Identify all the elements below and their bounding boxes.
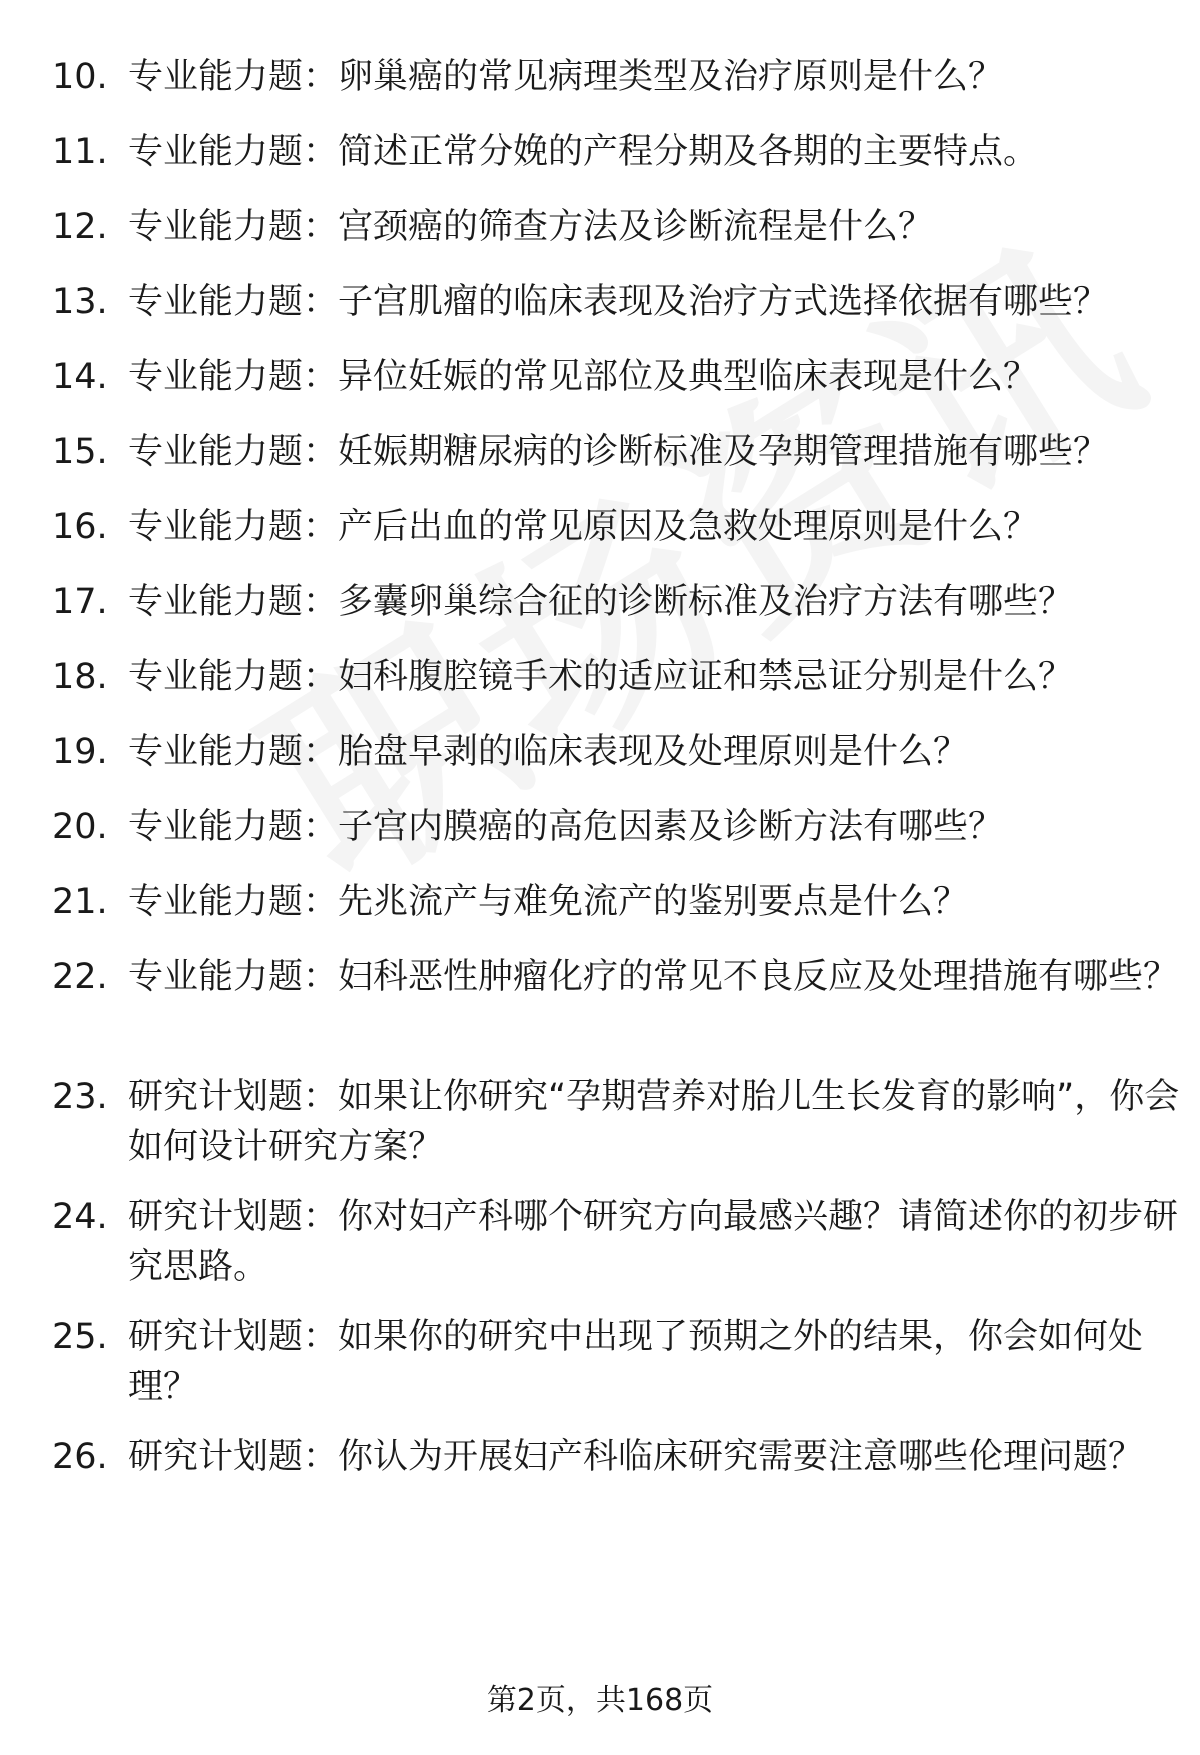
item-number: 11. [52, 132, 108, 172]
item-number: 15. [52, 432, 108, 472]
item-text: 研究计划题：如果让你研究“孕期营养对胎儿生长发育的影响”，你会如何设计研究方案？ [128, 1077, 1180, 1167]
item-number: 10. [52, 57, 108, 97]
item-number: 17. [52, 582, 108, 622]
item-text: 专业能力题：宫颈癌的筛查方法及诊断流程是什么？ [128, 207, 934, 247]
item-text: 研究计划题：你认为开展妇产科临床研究需要注意哪些伦理问题？ [128, 1437, 1144, 1477]
item-number: 20. [52, 807, 108, 847]
item-number: 12. [52, 207, 108, 247]
page-footer: 第2页，共168页 [486, 1683, 714, 1718]
item-number: 19. [52, 732, 108, 772]
item-text: 专业能力题：胎盘早剥的临床表现及处理原则是什么？ [128, 732, 969, 772]
item-number: 26. [52, 1437, 108, 1477]
item-text: 专业能力题：妇科腹腔镜手术的适应证和禁忌证分别是什么？ [128, 657, 1074, 697]
item-number: 16. [52, 507, 108, 547]
item-number: 22. [52, 957, 108, 997]
item-text: 研究计划题：你对妇产科哪个研究方向最感兴趣？请简述你的初步研究思路。 [128, 1197, 1179, 1287]
item-text: 专业能力题：先兆流产与难免流产的鉴别要点是什么？ [128, 882, 969, 922]
item-text: 专业能力题：简述正常分娩的产程分期及各期的主要特点。 [128, 132, 1039, 172]
item-text: 专业能力题：子宫内膜癌的高危因素及诊断方法有哪些？ [128, 807, 1004, 847]
item-text: 专业能力题：妇科恶性肿瘤化疗的常见不良反应及处理措施有哪些？ [128, 957, 1179, 997]
item-number: 18. [52, 657, 108, 697]
item-number: 25. [52, 1317, 108, 1357]
item-number: 13. [52, 282, 108, 322]
item-number: 21. [52, 882, 108, 922]
item-number: 23. [52, 1077, 108, 1117]
item-text: 研究计划题：如果你的研究中出现了预期之外的结果，你会如何处理？ [128, 1317, 1144, 1407]
item-text: 专业能力题：子宫肌瘤的临床表现及治疗方式选择依据有哪些？ [128, 282, 1109, 322]
item-text: 专业能力题：异位妊娠的常见部位及典型临床表现是什么？ [128, 357, 1039, 397]
item-text: 专业能力题：产后出血的常见原因及急救处理原则是什么？ [128, 507, 1039, 547]
item-text: 专业能力题：妊娠期糖尿病的诊断标准及孕期管理措施有哪些？ [128, 432, 1109, 472]
item-text: 专业能力题：卵巢癌的常见病理类型及治疗原则是什么？ [128, 57, 1004, 97]
item-number: 24. [52, 1197, 108, 1237]
item-number: 14. [52, 357, 108, 397]
item-text: 专业能力题：多囊卵巢综合征的诊断标准及治疗方法有哪些？ [128, 582, 1074, 622]
